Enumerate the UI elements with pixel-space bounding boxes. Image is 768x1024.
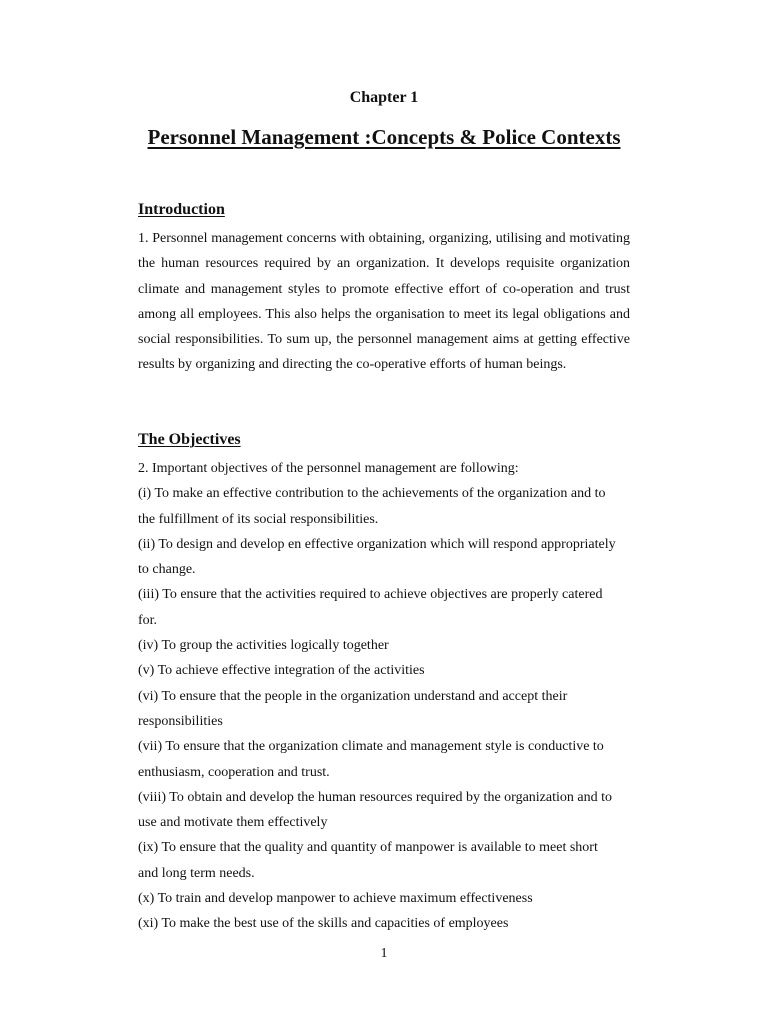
objectives-line: (i) To make an effective contribution to the achievements of the organization and to <box>138 486 606 502</box>
objectives-line: enthusiasm, cooperation and trust. <box>138 764 330 780</box>
chapter-label: Chapter 1 <box>349 89 419 106</box>
objectives-list <box>138 456 630 937</box>
introduction-heading: Introduction <box>138 201 225 218</box>
objectives-heading: The Objectives <box>138 431 241 448</box>
introduction-paragraph: 1. Personnel management concerns with obtaining, organizing, utilising and motivating the human resources required by an organization. It develops requisite organization climate and management styles to promote effective effort of co-operation and trust among all employees. This also helps the organisation to meet its legal obligations and social responsibilities. To sum up, the personnel management aims at getting effective results by organizing and directing the co-operative efforts of human beings. <box>138 231 630 373</box>
objectives-line: (ii) To design and develop en effective organization which will respond appropriately <box>138 536 616 552</box>
chapter-title: Personnel Management :Concepts & Police Contexts <box>147 125 621 149</box>
objectives-line: the fulfillment of its social responsibilities. <box>138 511 379 527</box>
objectives-line: (v) To achieve effective integration of the activities <box>138 663 425 679</box>
objectives-line: (iii) To ensure that the activities required to achieve objectives are properly catered <box>138 587 603 603</box>
objectives-line: to change. <box>138 562 196 578</box>
objectives-line: (vi) To ensure that the people in the organization understand and accept their <box>138 688 568 704</box>
objectives-line: (x) To train and develop manpower to achieve maximum effectiveness <box>138 891 533 907</box>
objectives-line: use and motivate them effectively <box>138 815 328 831</box>
objectives-line: for. <box>138 612 158 628</box>
objectives-line: (xi) To make the best use of the skills and capacities of employees <box>138 916 509 932</box>
objectives-line: (iv) To group the activities logically together <box>138 638 389 654</box>
objectives-line: (ix) To ensure that the quality and quantity of manpower is available to meet short <box>138 840 598 856</box>
objectives-line: (viii) To obtain and develop the human resources required by the organization and to <box>138 789 612 805</box>
page-number: 1 <box>380 946 388 961</box>
objectives-line: (vii) To ensure that the organization climate and management style is conductive to <box>138 739 604 755</box>
objectives-line: and long term needs. <box>138 865 255 881</box>
objectives-line: 2. Important objectives of the personnel management are following: <box>138 461 519 476</box>
objectives-line: responsibilities <box>138 713 223 729</box>
